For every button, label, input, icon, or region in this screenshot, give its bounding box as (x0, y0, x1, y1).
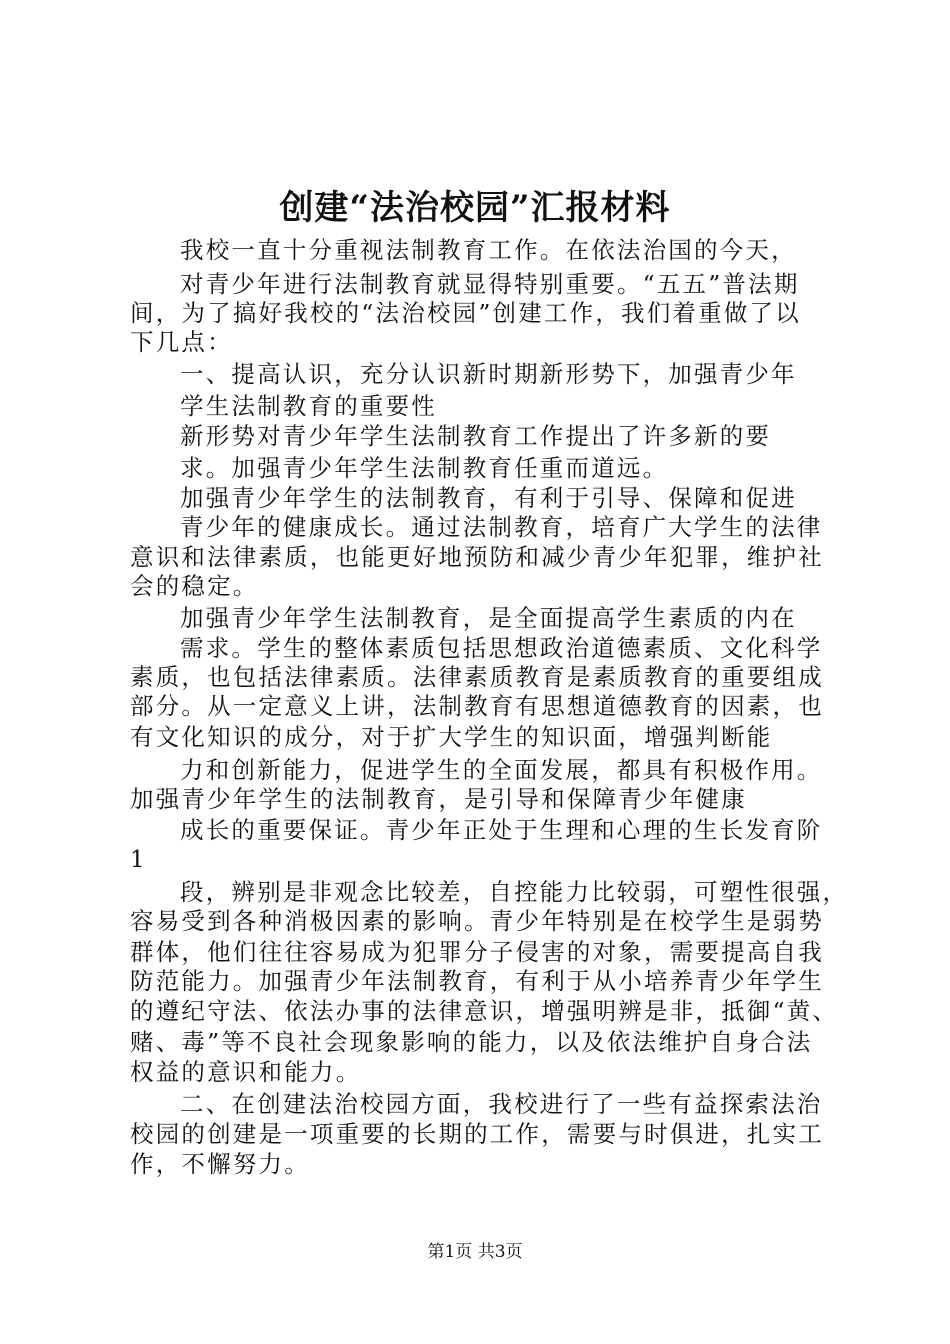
paragraph-line: 的遵纪守法、依法办事的法律意识，增强明辨是非，抵御“黄、 (130, 997, 839, 1025)
paragraph-line: 求。加强青少年学生法制教育任重而道远。 (180, 454, 669, 482)
paragraph-line: 成长的重要保证。青少年正处于生理和心理的生长发育阶 (180, 816, 823, 844)
paragraph-line: 对青少年进行法制教育就显得特别重要。“五五”普法期 (180, 270, 800, 298)
paragraph-line: 权益的意识和能力。 (130, 1058, 362, 1086)
paragraph-line: 校园的创建是一项重要的长期的工作，需要与时俱进，扎实工 (130, 1120, 824, 1148)
paragraph-line: 段，辨别是非观念比较差，自控能力比较弱，可塑性很强， (180, 878, 849, 906)
paragraph-line: 防范能力。加强青少年法制教育，有利于从小培养青少年学生 (130, 967, 824, 995)
document-title: 创建“法治校园”汇报材料 (279, 188, 671, 228)
paragraph-line: 学生法制教育的重要性 (180, 392, 437, 420)
paragraph-line: 群体，他们往往容易成为犯罪分子侵害的对象，需要提高自我 (130, 938, 824, 966)
paragraph-line: 部分。从一定意义上讲，法制教育有思想道德教育的因素，也 (130, 692, 824, 720)
paragraph-line: 青少年的健康成长。通过法制教育，培育广大学生的法律 (180, 513, 823, 541)
page-footer: 第1页 共3页 (427, 1242, 523, 1262)
paragraph-line: 意识和法律素质，也能更好地预防和减少青少年犯罪，维护社 (130, 543, 824, 571)
paragraph-line: 作，不懈努力。 (130, 1150, 310, 1178)
paragraph-line: 力和创新能力，促进学生的全面发展，都具有积极作用。 (180, 756, 823, 784)
paragraph-line: 会的稳定。 (130, 572, 259, 600)
paragraph-line: 一、提高认识，充分认识新时期新形势下，加强青少年 (180, 360, 797, 388)
paragraph-line: 新形势对青少年学生法制教育工作提出了许多新的要 (180, 422, 772, 450)
paragraph-line: 加强青少年学生法制教育，是全面提高学生素质的内在 (180, 604, 797, 632)
paragraph-line: 赌、毒”等不良社会现象影响的能力，以及依法维护自身合法 (130, 1028, 813, 1056)
paragraph-line: 容易受到各种消极因素的影响。青少年特别是在校学生是弱势 (130, 907, 824, 935)
page-number-marker: 1 (130, 847, 145, 873)
paragraph-line: 二、在创建法治校园方面，我校进行了一些有益探索法治 (180, 1090, 823, 1118)
paragraph-line: 素质，也包括法律素质。法律素质教育是素质教育的重要组成 (130, 663, 824, 691)
paragraph-line: 有文化知识的成分，对于扩大学生的知识面，增强判断能 (130, 723, 773, 751)
paragraph-line: 间，为了搞好我校的“法治校园”创建工作，我们着重做了以 (130, 299, 801, 327)
paragraph-line: 需求。学生的整体素质包括思想政治道德素质、文化科学 (180, 634, 823, 662)
paragraph-line: 加强青少年学生的法制教育，有利于引导、保障和促进 (180, 484, 797, 512)
paragraph-line: 加强青少年学生的法制教育，是引导和保障青少年健康 (130, 785, 747, 813)
paragraph-line: 下几点： (130, 328, 233, 356)
paragraph-line: 我校一直十分重视法制教育工作。在依法治国的今天， (180, 236, 797, 264)
